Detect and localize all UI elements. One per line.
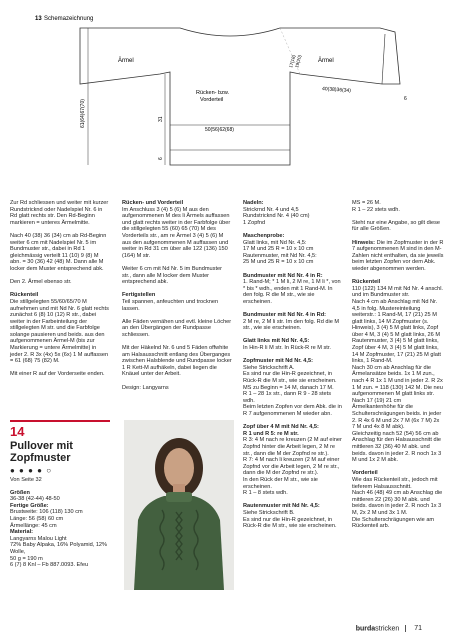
schematic-caption-number: 13: [35, 16, 42, 22]
schematic-diagram: [0, 0, 450, 195]
reverse-stockinette-heading: Glatt links mit Nd Nr. 4,5:: [243, 338, 310, 345]
dim-width: 50(56)62(68): [205, 127, 234, 133]
diamond-text-2: Es sind nur die Hin-R gezeichnet, in Rück-R die M str., wie sie erscheinen.: [243, 516, 337, 530]
schematic-caption: Schemazeichnung: [44, 16, 94, 22]
difficulty-rating: ● ● ● ● ○: [10, 466, 53, 475]
dim-neck: 17(18): [288, 54, 297, 69]
material-4: 6 (7) 8 Knl – Fb 887.0093. Efeu: [10, 562, 89, 569]
diamond-heading: Rautenmuster mit Nd Nr. 4,5:: [243, 503, 320, 510]
rib-rows-text: 1. Rand-M; * 1 M li, 2 M re, 1 M li *, von * bis * wdh., enden mit 1 Rand-M. In den folg. R die M str., wie sie erscheinen.: [243, 279, 341, 305]
dim-sleeve: 40(38)36(34): [321, 86, 352, 95]
col4-p11: Nach 46 (48) 49 cm ab Anschlag die mittleren 22 (26) 30 M abk. und beids. davon in jeder 2. R noch 1x 3 M, 2x 2 M und 3x 1 M.: [352, 490, 443, 516]
col1-p1: Zur Rd schliessen und weiter mit kurzer Rundstricknd oder Nadelspiel Nr. 6 in Rd glatt rechts str. Den Rd-Beginn markieren = unteres Ärmelmitte.: [10, 200, 109, 226]
brand-suffix: stricken: [375, 625, 400, 632]
col2-heading-1: Rücken- und Vorderteil: [122, 200, 184, 206]
col1-p5: Mit einer R auf der Vorderseite enden.: [10, 371, 105, 378]
dim-cuff: 6: [404, 96, 407, 102]
col4-p8: Nach 17 (19) 21 cm Ärmelkantenhöhe für die Schulterschrägungen beids. in jeder 2. R 4x 6 M und 2x 7 M (6x 7 M) 2x 7 M und 4x 8 M abk).: [352, 397, 442, 431]
see-page: Von Seite 32: [10, 477, 42, 483]
model-photo: [124, 420, 234, 590]
chest: Brustweite: 106 (118) 130 cm: [10, 509, 83, 516]
rib-rounds-heading: Bundmuster mit Nd Nr. 4 in Rd:: [243, 312, 326, 319]
finished-size-heading: Fertige Größe:: [10, 502, 49, 509]
col4-p7: Nach 30 cm ab Anschlag für die Ärmelansätze beids. 1x 1 M zun., nach 4 R 1x 1 M und in jeder 2. R 2x 1 M zun. = 118 (130) 142 M. Die neu aufgenommenen M glatt links str.: [352, 364, 443, 398]
col4-p6: Nach 4 cm ab Anschlag mit Nd Nr. 4,5 in folg. Mustereinteilung weiterstr.: 1 Rand-M, 17 (21) 25 M glatt links, 14 M Zopfmuster (s. Hinweis), 3 (4) 5 M glatt links, Zopf über 4 M, 3 (4) 5 M glatt links, 26 M Rautenmuster, 3 (4) 5 M glatt links, Zopf über 4 M, 3 (4) 5 M glatt links, 14 M Zopfmuster, 17 (21) 25 M glatt links, 1 Rand-M.: [352, 298, 441, 365]
sizes: 36-38 (42-44) 48-50: [10, 496, 60, 503]
col1-p4: Die stillgelegten 55/60/65/70 M aufnehmen und mit Nd Nr. 6 glatt rechts zunächst 6 (8) 10 (12) R str., dabei weiter in der Farbeinteilung der stillgelegten M str. und die Farbfolge solange pausieren und beids. aus den aufgenommenen Ärmel-M (bis zur Markierung = untere Ärmelmitte) in jeder 2. R 3x (4x) 5x (6x) 1 M auffassen = 61 (68) 75 (82) M.: [10, 298, 109, 365]
col1-heading-back: Rückenteil: [10, 292, 39, 299]
reverse-stockinette-text: In Hin-R li M str. In Rück-R re M str.: [243, 345, 331, 352]
col2-p5: Mit der Häkelnd Nr. 6 und 5 Fäden offwhite am Halsausschnitt entlang des Überganges zwischen Halsblende und Rundpasse locker 1 R Kett-M aufhäkeln, dabei liegen die Knäuel unter der Arbeit.: [122, 345, 232, 378]
col4-p10: Wie das Rückenteil str., jedoch mit tieferem Halsausschnitt.: [352, 476, 438, 490]
column-3: [243, 200, 343, 530]
dim-left-height: 61(64)67(70): [80, 99, 86, 128]
col2-p3: Teil spannen, anfeuchten und trocknen lassen.: [122, 298, 219, 312]
col4-p5: 110 (122) 134 M mit Nd Nr. 4 anschl. und im Bundmuster str.: [352, 285, 443, 299]
column-2: [122, 200, 232, 391]
pattern-number: 14: [10, 424, 25, 439]
cable4-text-2: R 3: 4 M nach re kreuzen (2 M auf einer Zopfnd hinter die Arbeit legen, 2 M re str., dann die M der Zopfnd re str.).: [243, 437, 342, 457]
diamond-text-1: Siehe Strickschrift B.: [243, 509, 295, 516]
gauge-2: 17 M und 25 R = 10 x 10 cm: [243, 246, 314, 253]
col4-hint: [352, 240, 444, 273]
gauge-4: 25 M und 25 R = 10 x 10 cm: [243, 259, 314, 266]
col4-p3: Steht nur eine Angabe, so gilt diese für alle Größen.: [352, 219, 441, 233]
needles-3: 1 Zopfnd: [243, 219, 266, 226]
label-back-front-2: Vorderteil: [200, 97, 224, 103]
pattern-title: Pullover mit Zopfmuster: [10, 440, 73, 464]
column-1: [10, 200, 110, 378]
cuff-line: [382, 34, 385, 84]
cable4-text-1: R 1 und R 5: re M str.: [243, 430, 299, 437]
material-1: Langyarns Malou Light: [10, 535, 67, 542]
cable4-heading: Zopf über 4 M mit Nd Nr. 4,5:: [243, 424, 319, 431]
column-4: [352, 200, 444, 530]
col1-p3: Den 2. Ärmel ebenso str.: [10, 279, 72, 286]
dim-body-6: 6: [158, 157, 164, 160]
hint-text: Die im Zopfmuster in der R 7 aufgenommenen M sind in den M-Zahlen nicht enthalten, da sie jeweils beim letzten Zopfen vor dem Abk. wieder abgenommen werden.: [352, 239, 444, 272]
label-sleeve-left: Ärmel: [118, 58, 134, 64]
sizes-heading: Größen: [10, 489, 30, 496]
red-rule: [10, 420, 110, 422]
col2-p2: Weiter 6 cm mit Nd Nr. 5 im Bundmuster str., dann alle M locker dem Muster entsprechend abk.: [122, 265, 222, 286]
col4-heading-back: Rückenteil: [352, 279, 381, 286]
rib-rows-heading: Bundmuster mit Nd Nr. 4 in R:: [243, 272, 323, 279]
length: Länge: 56 (58) 60 cm: [10, 515, 64, 522]
col2-design: Design: Langyarns: [122, 384, 169, 391]
material-2: 72% Baby Alpaka, 16% Polyamid, 12% Wolle,: [10, 542, 108, 555]
garment-outline: [80, 28, 400, 165]
cable-text-5: Beim letzten Zopfen vor dem Abk. die in R 7 aufgenommenen M wieder abn.: [243, 404, 342, 417]
dim-body-31: 31: [158, 116, 164, 122]
label-sleeve-right: Ärmel: [318, 58, 334, 64]
label-back-front-1: Rücken- bzw.: [196, 90, 230, 96]
cable-heading: Zopfmuster mit Nd Nr. 4,5:: [243, 358, 313, 365]
sleeve-length: Ärmellänge: 45 cm: [10, 522, 57, 529]
cable4-text-3: R 7: 4 M nach li kreuzen (2 M auf einer Zopfnd vor die Arbeit legen, 2 M re str., dann die M der Zopfnd re str.).: [243, 457, 340, 477]
material-3: 50 g = 190 m: [10, 555, 43, 562]
cable4-text-5: R 1 – 8 stets wdh.: [243, 490, 288, 497]
col2-heading-2: Fertigstellen: [122, 292, 156, 299]
needles-2: Rundstricknd Nr. 4 (40 cm): [243, 213, 310, 220]
cable-text-3: MS zu Beginn = 14 M, danach 17 M.: [243, 384, 334, 391]
col4-p12: Die Schulterschrägungen wie am Rückenteil arb.: [352, 516, 435, 530]
needles-1: Strickrnd Nr. 4 und 4,5: [243, 206, 299, 213]
gauge-1: Glatt links, mit Nd Nr. 4,5:: [243, 239, 307, 246]
footer-divider: [405, 625, 406, 632]
needles-heading: Nadeln:: [243, 200, 264, 206]
material-heading: Material:: [10, 529, 34, 536]
col1-p2: Nach 40 (38) 36 (34) cm ab Rd-Beginn weiter 6 cm mit Nadelspiel Nr. 5 im Bundmuster str., dabei in Rd 1 gleichmässig verteilt 11 (10) 9 (8) M abn. = 30 (36) 42 (48) M. Dann alle M locker dem Muster entsprechend abk.: [10, 232, 107, 272]
brand-name: burda: [355, 625, 376, 632]
hint-heading: Hinweis:: [352, 239, 376, 246]
rib-rounds-text: 2 M re, 2 M li str. Im den folg. Rd die M str., wie sie erscheinen.: [243, 318, 340, 332]
gauge-heading: Maschenprobe:: [243, 232, 285, 239]
page-number: 71: [414, 625, 422, 632]
col4-p1: MS = 26 M.: [352, 200, 381, 206]
pattern-header-block: [10, 420, 110, 569]
cable-text-2: Es sind nur die Hin-R gezeichnet, in Rück-R die M str., wie sie erscheinen.: [243, 371, 337, 385]
col2-p1: Im Anschluss 3 (4) 5 (6) M aus den aufgenommenen M des li Ärmels auffassen und glatt rechts weiter in der Farbfolge über die stillgelegten 55 (60) 65 (70) M des Vorderteils str., am re Ärmel 3 (4) 5 (6) M aus den aufgenommenen M auffassen und weiter in Rd 31 cm über alle 122 (136) 150 (164) M str.: [122, 206, 231, 259]
cable-text-1: Siehe Strickschrift A.: [243, 364, 295, 371]
col2-p4: Alle Fäden vernähen und evtl. kleine Löcher an den Übergängen der Rundpasse schliessen.: [122, 318, 232, 338]
cable-text-4: R 1 – 28 1x str., dann R 9 - 28 stets wdh.: [243, 391, 331, 404]
cable4-text-4: In den Rück der M str., wie sie erscheinen.: [243, 476, 318, 490]
col4-p9: Gleichzeitig nach 52 (54) 56 cm ab Anschlag für den Halsausschnitt die mittleren 32 (36) 40 M abk. und beids. davon in jeder 2. R noch 1x 3 M und 1x 2 M abk.: [352, 430, 442, 464]
dim-neck-2: 19(20): [294, 54, 303, 69]
col4-heading-front: Vorderteil: [352, 470, 378, 477]
page-footer: [356, 625, 422, 632]
gauge-3: Rautenmuster, mit Nd Nr. 4,5:: [243, 252, 317, 259]
col4-p2: R 1 – 22 stets wdh.: [352, 206, 400, 213]
